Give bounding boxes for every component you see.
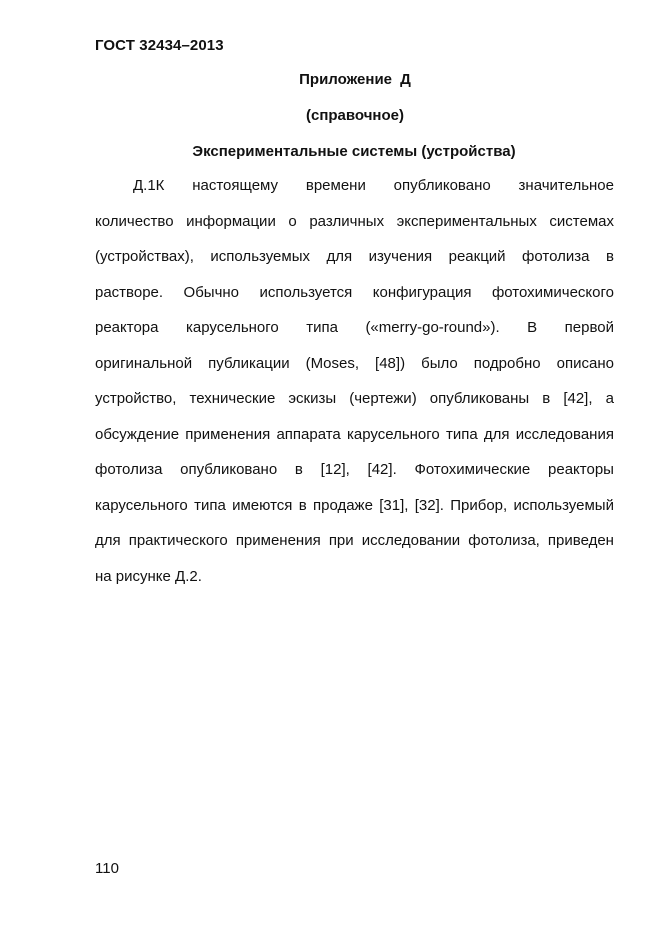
word: количество	[95, 212, 174, 230]
word: карусельного	[95, 496, 188, 514]
word: Обычно	[183, 283, 240, 301]
word: информации	[186, 212, 276, 230]
appendix-heading: Экспериментальные системы (устройства)	[192, 143, 516, 160]
word: опубликованы	[429, 390, 530, 407]
word: было	[421, 354, 458, 372]
word: типа	[306, 319, 338, 336]
appendix-subtitle: (справочное)	[306, 107, 404, 124]
word: [12],	[320, 461, 350, 478]
word: о	[288, 212, 297, 230]
appendix-title: Приложение Д	[299, 71, 411, 88]
word: карусельного	[347, 425, 440, 443]
word: опубликовано	[393, 177, 491, 194]
word: первой	[564, 319, 614, 336]
word: на рисунке Д.2.	[95, 567, 202, 585]
word: [42],	[563, 390, 593, 407]
word: растворе.	[95, 283, 164, 301]
word: реакций	[448, 248, 506, 265]
text-line	[95, 496, 614, 532]
word: Д.1К	[133, 177, 165, 194]
word: обсуждение	[95, 425, 180, 443]
word: фотолиза	[522, 248, 590, 265]
word: (устройствах),	[95, 248, 194, 265]
word: имеются	[232, 496, 293, 514]
word: применения	[235, 532, 321, 549]
document-code: ГОСТ 32434–2013	[95, 37, 224, 54]
word: настоящему	[192, 177, 279, 194]
word: публикации	[208, 354, 290, 372]
word: для	[483, 425, 510, 443]
word: в	[542, 390, 551, 407]
word: [32].	[414, 496, 444, 514]
word: [31],	[379, 496, 409, 514]
word: типа	[194, 496, 226, 514]
word: для	[326, 248, 353, 265]
word: а	[605, 390, 614, 407]
word: применения	[185, 425, 271, 443]
word: Прибор,	[450, 496, 508, 514]
page-number: 110	[95, 860, 119, 877]
word: в	[605, 248, 614, 265]
word: системах	[549, 212, 614, 230]
text-line	[95, 354, 614, 390]
word: в	[298, 496, 307, 514]
word: подробно	[473, 354, 541, 372]
text-line	[95, 283, 614, 319]
word: исследования	[515, 425, 614, 443]
word: при	[328, 532, 354, 549]
word: [48])	[375, 354, 406, 372]
word: экспериментальных	[396, 212, 537, 230]
word: времени	[305, 177, 366, 194]
word: практического	[128, 532, 228, 549]
word: В	[527, 319, 538, 336]
word: приведен	[547, 532, 614, 549]
text-line	[95, 567, 614, 603]
word: карусельного	[185, 319, 279, 336]
word: оригинальной	[95, 354, 193, 372]
word: продаже	[312, 496, 373, 514]
text-line	[95, 531, 614, 567]
word: для	[95, 532, 121, 549]
word: значительное	[518, 177, 614, 194]
word: фотолиза,	[468, 532, 540, 549]
word: реакторы	[548, 461, 614, 478]
text-line	[95, 460, 614, 496]
body-paragraph	[95, 176, 614, 602]
word: устройство,	[95, 390, 177, 407]
word: используемый	[513, 496, 614, 514]
word: технические	[189, 390, 276, 407]
word: изучения	[368, 248, 433, 265]
word: конфигурация	[372, 283, 472, 301]
word: используемых	[210, 248, 310, 265]
word: реактора	[95, 319, 159, 336]
word: опубликовано	[180, 461, 278, 478]
word: (Moses,	[305, 354, 359, 372]
word: («merry-go-round»).	[365, 319, 500, 336]
text-line	[95, 318, 614, 354]
word: фотохимического	[491, 283, 614, 301]
word: аппарата	[276, 425, 341, 443]
text-line	[95, 425, 614, 461]
text-line	[95, 212, 614, 248]
word: [42].	[367, 461, 397, 478]
word: (чертежи)	[349, 390, 417, 407]
word: используется	[259, 283, 353, 301]
word: в	[294, 461, 303, 478]
word: типа	[445, 425, 478, 443]
word: исследовании	[361, 532, 461, 549]
word: Фотохимические	[414, 461, 531, 478]
word: описано	[556, 354, 614, 372]
text-line	[95, 389, 614, 425]
word: эскизы	[288, 390, 337, 407]
word: различных	[309, 212, 385, 230]
text-line	[95, 176, 614, 212]
text-line	[95, 247, 614, 283]
word: фотолиза	[95, 461, 163, 478]
